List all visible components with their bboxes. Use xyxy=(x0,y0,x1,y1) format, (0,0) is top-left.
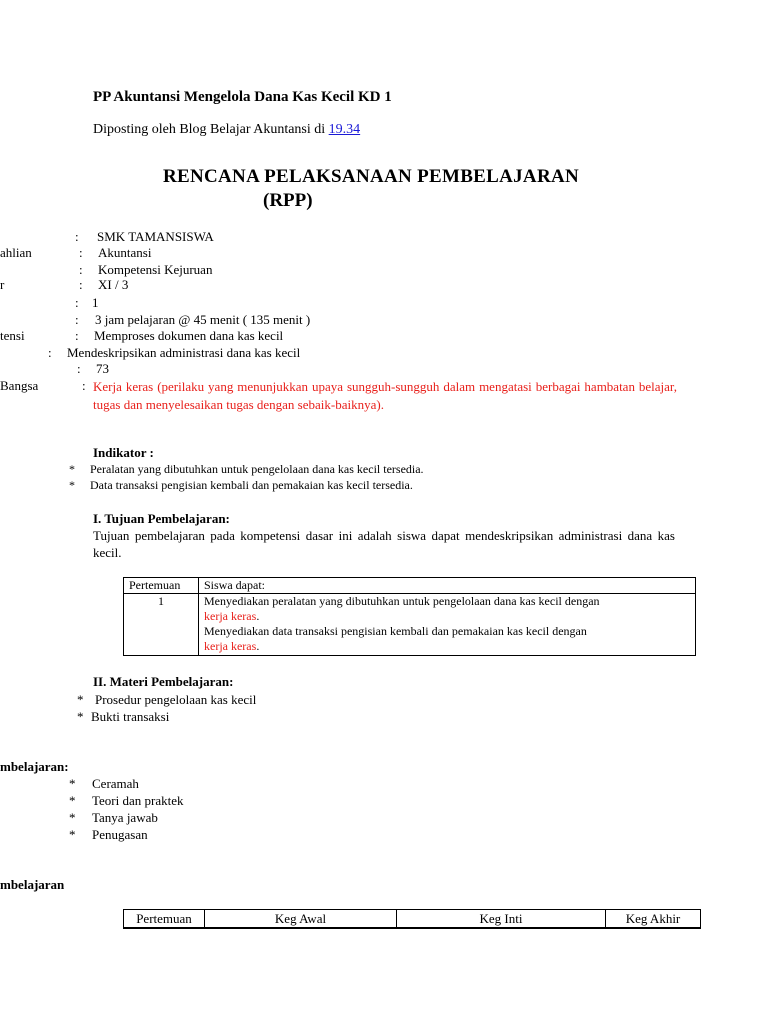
bullet-symbol: * xyxy=(69,810,76,825)
objective-highlight: kerja keras xyxy=(204,609,257,623)
langkah-table xyxy=(123,909,701,929)
identity-colon: : xyxy=(77,361,81,376)
langkah-heading: mbelajaran xyxy=(0,877,65,892)
identity-value-subject: Kompetensi Kejuruan xyxy=(98,262,213,277)
karakter-text: Kerja keras (perilaku yang menunjukkan upaya sungguh-sungguh dalam mengatasi berbagai hambatan belajar, tugas dan menyelesaikan tugas dengan sebaik-baiknya). xyxy=(93,379,677,412)
identity-value-meeting: 1 xyxy=(92,295,99,310)
identity-value-time: 3 jam pelajaran @ 45 menit ( 135 menit ) xyxy=(95,312,311,327)
table-header-pertemuan: Pertemuan xyxy=(124,910,205,929)
table-header-pertemuan: Pertemuan xyxy=(124,578,199,594)
objective-highlight: kerja keras xyxy=(204,639,257,653)
objective-text: Menyediakan peralatan yang dibutuhkan untuk pengelolaan dana kas kecil dengan xyxy=(204,594,600,608)
identity-value-number: 73 xyxy=(96,361,109,376)
identity-colon: : xyxy=(75,312,79,327)
tujuan-heading: I. Tujuan Pembelajaran: xyxy=(93,511,230,526)
identity-label-keahlian: ahlian xyxy=(0,245,32,260)
post-byline xyxy=(93,122,360,138)
indikator-heading: Indikator : xyxy=(93,445,154,460)
identity-label-karakter: Bangsa xyxy=(0,378,39,393)
metode-item: Tanya jawab xyxy=(92,810,158,825)
identity-label-kompetensi: tensi xyxy=(0,328,25,343)
table-row xyxy=(124,594,696,656)
identity-value-program: Akuntansi xyxy=(98,245,152,260)
table-header-keg-akhir: Keg Akhir xyxy=(606,910,701,929)
bullet-symbol: * xyxy=(69,462,75,476)
materi-item: Bukti transaksi xyxy=(91,709,170,724)
table-header-keg-awal: Keg Awal xyxy=(205,910,397,929)
post-time-link[interactable]: 19.34 xyxy=(328,122,361,137)
identity-value-school: SMK TAMANSISWA xyxy=(97,229,214,244)
table-header-keg-inti: Keg Inti xyxy=(397,910,606,929)
materi-item: Prosedur pengelolaan kas kecil xyxy=(95,692,257,707)
table-cell-pertemuan: 1 xyxy=(124,594,199,656)
identity-value-class: XI / 3 xyxy=(98,277,129,292)
metode-item: Ceramah xyxy=(92,776,139,791)
tujuan-table xyxy=(123,577,696,656)
objective-text: Menyediakan data transaksi pengisian kembali dan pemakaian kas kecil dengan xyxy=(204,624,587,638)
bullet-symbol: * xyxy=(69,793,76,808)
document-subtitle: (RPP) xyxy=(263,190,313,211)
metode-item: Teori dan praktek xyxy=(92,793,184,808)
objective-period: . xyxy=(256,609,260,623)
identity-colon: : xyxy=(79,277,83,292)
bullet-symbol: * xyxy=(69,827,76,842)
objective-period: . xyxy=(256,639,260,653)
indikator-item: Data transaksi pengisian kembali dan pemakaian kas kecil tersedia. xyxy=(90,478,413,492)
identity-colon: : xyxy=(79,245,83,260)
bullet-symbol: * xyxy=(69,776,76,791)
identity-value-competence: Memproses dokumen dana kas kecil xyxy=(94,328,284,343)
document-title: RENCANA PELAKSANAAN PEMBELAJARAN xyxy=(163,166,580,187)
identity-colon: : xyxy=(79,262,83,277)
metode-item: Penugasan xyxy=(92,827,148,842)
bullet-symbol: * xyxy=(69,478,75,492)
identity-colon: : xyxy=(75,328,79,343)
tujuan-text: Tujuan pembelajaran pada kompetensi dasar ini adalah siswa dapat mendeskripsikan administrasi dana kas kecil. xyxy=(93,528,675,560)
identity-value-kd: Mendeskripsikan administrasi dana kas kecil xyxy=(67,345,301,360)
byline-text: Diposting oleh Blog Belajar Akuntansi di xyxy=(93,122,329,137)
table-header-siswa: Siswa dapat: xyxy=(199,578,696,594)
table-cell-objectives xyxy=(199,594,696,656)
identity-colon: : xyxy=(82,378,86,393)
indikator-item: Peralatan yang dibutuhkan untuk pengelolaan dana kas kecil tersedia. xyxy=(90,462,424,476)
identity-colon: : xyxy=(75,295,79,310)
metode-heading: mbelajaran: xyxy=(0,759,69,774)
bullet-symbol: * xyxy=(77,709,84,724)
bullet-symbol: * xyxy=(77,692,84,707)
identity-colon: : xyxy=(48,345,52,360)
identity-label-semester: r xyxy=(0,277,5,292)
identity-colon: : xyxy=(75,229,79,244)
materi-heading: II. Materi Pembelajaran: xyxy=(93,674,234,689)
post-title: PP Akuntansi Mengelola Dana Kas Kecil KD 1 xyxy=(93,89,392,105)
